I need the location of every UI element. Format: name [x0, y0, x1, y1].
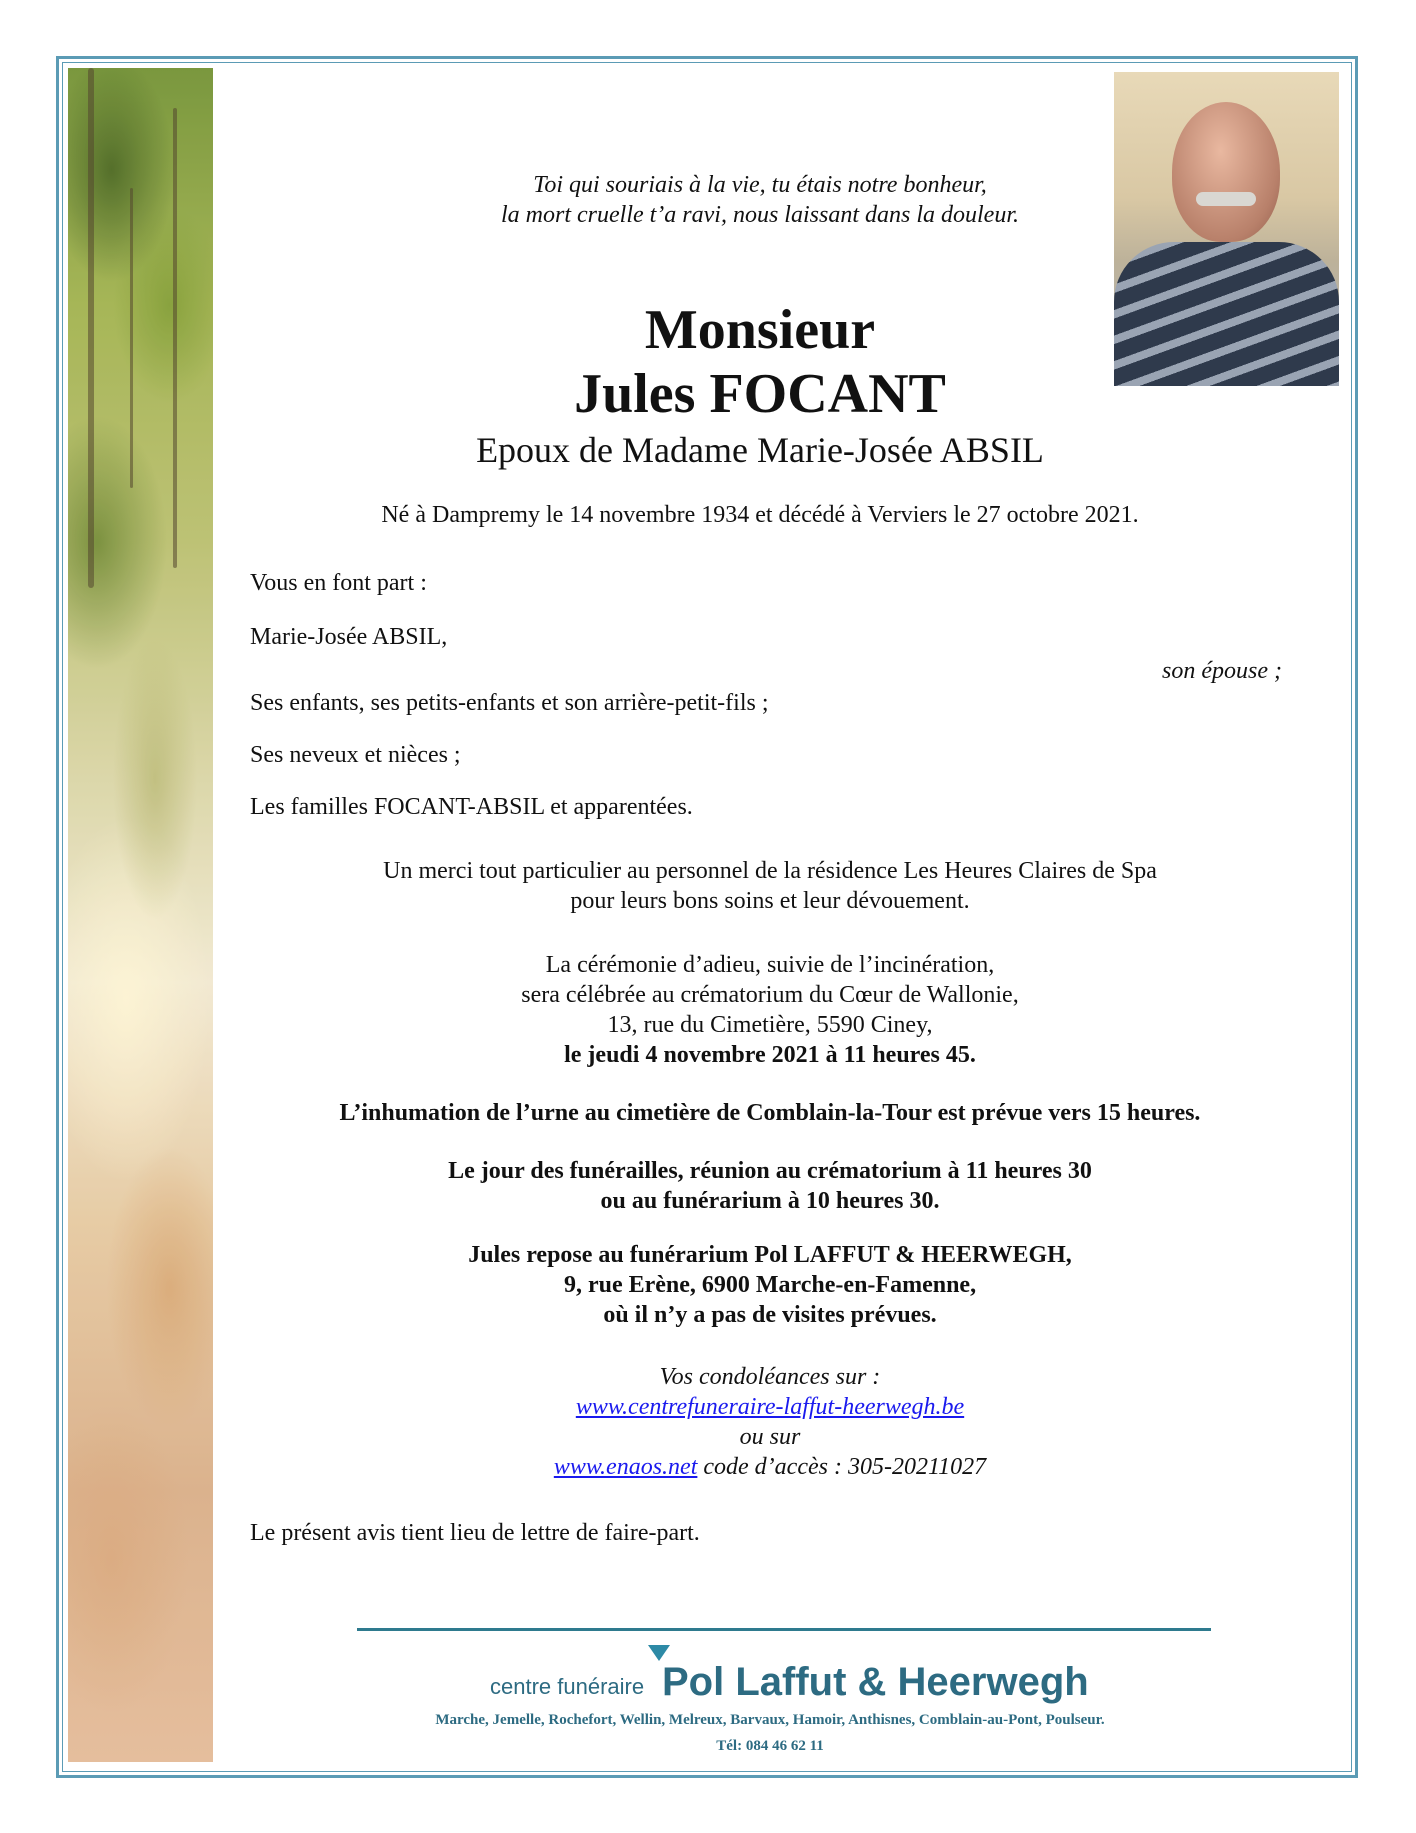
family-spouse-name: Marie-Josée ABSIL,	[250, 624, 448, 650]
family-children: Ses enfants, ses petits-enfants et son arrière-petit-fils ;	[250, 690, 769, 716]
funeral-home-logo	[420, 1660, 1140, 1710]
footer-phone: Tél: 084 46 62 11	[716, 1738, 824, 1754]
ceremony-line-4: le jeudi 4 novembre 2021 à 11 heures 45.	[564, 1042, 976, 1068]
condolences-intro: Vos condoléances sur :	[659, 1364, 881, 1390]
condolences-link-1[interactable]: www.centrefuneraire-laffut-heerwegh.be	[575, 1394, 965, 1420]
meeting-block	[250, 1156, 1290, 1216]
burial-line: L’inhumation de l’urne au cimetière de Comblain-la-Tour est prévue vers 15 heures.	[339, 1100, 1201, 1126]
family-spouse-role: son épouse ;	[1162, 658, 1282, 684]
logo-big-text: Pol Laffut & Heerwegh	[662, 1660, 1089, 1704]
ceremony-line-3: 13, rue du Cimetière, 5590 Ciney,	[607, 1012, 933, 1038]
thanks-line-2: pour leurs bons soins et leur dévouement.	[570, 888, 970, 914]
epitaph-quote	[340, 170, 1180, 230]
quote-line-2: la mort cruelle t’a ravi, nous laissant dans la douleur.	[501, 202, 1019, 228]
rest-line-2: 9, rue Erène, 6900 Marche-en-Famenne,	[563, 1272, 977, 1298]
quote-line-1: Toi qui souriais à la vie, tu étais notre bonheur,	[533, 172, 987, 198]
rest-block	[250, 1240, 1290, 1330]
condolences-link-2[interactable]: www.enaos.net	[553, 1454, 698, 1480]
family-nephews: Ses neveux et nièces ;	[250, 742, 461, 768]
ceremony-block	[250, 950, 1290, 1070]
footer-divider	[357, 1628, 1211, 1631]
honorific: Monsieur	[644, 299, 876, 361]
condolences-access-code: code d’accès : 305-20211027	[697, 1454, 987, 1480]
rest-line-1: Jules repose au funérarium Pol LAFFUT & HEERWEGH,	[468, 1242, 1072, 1268]
thanks-block	[250, 856, 1290, 916]
rest-line-3: où il n’y a pas de visites prévues.	[603, 1302, 937, 1328]
ceremony-line-2: sera célébrée au crématorium du Cœur de Wallonie,	[521, 982, 1019, 1008]
condolences-block	[250, 1362, 1290, 1482]
meeting-line-1: Le jour des funérailles, réunion au crématorium à 11 heures 30	[448, 1158, 1092, 1184]
logo-triangle-icon	[648, 1645, 670, 1661]
spouse-line: Epoux de Madame Marie-Josée ABSIL	[476, 430, 1044, 470]
thanks-line-1: Un merci tout particulier au personnel de la résidence Les Heures Claires de Spa	[383, 858, 1157, 884]
condolences-or: ou sur	[739, 1424, 801, 1450]
meeting-line-2: ou au funérarium à 10 heures 30.	[600, 1188, 940, 1214]
logo-small-text: centre funéraire	[490, 1674, 645, 1699]
footer-cities: Marche, Jemelle, Rochefort, Wellin, Melreux, Barvaux, Hamoir, Anthisnes, Comblain-au-Pont, Poulseur.	[435, 1712, 1105, 1728]
forest-path-image	[68, 68, 213, 1762]
closing-line: Le présent avis tient lieu de lettre de faire-part.	[250, 1520, 700, 1546]
ceremony-line-1: La cérémonie d’adieu, suivie de l’incinération,	[545, 952, 995, 978]
deceased-name: Jules FOCANT	[574, 363, 946, 425]
family-intro: Vous en font part :	[250, 570, 427, 596]
birth-death-line: Né à Dampremy le 14 novembre 1934 et décédé à Verviers le 27 octobre 2021.	[381, 502, 1139, 528]
family-families: Les familles FOCANT-ABSIL et apparentées.	[250, 794, 693, 820]
